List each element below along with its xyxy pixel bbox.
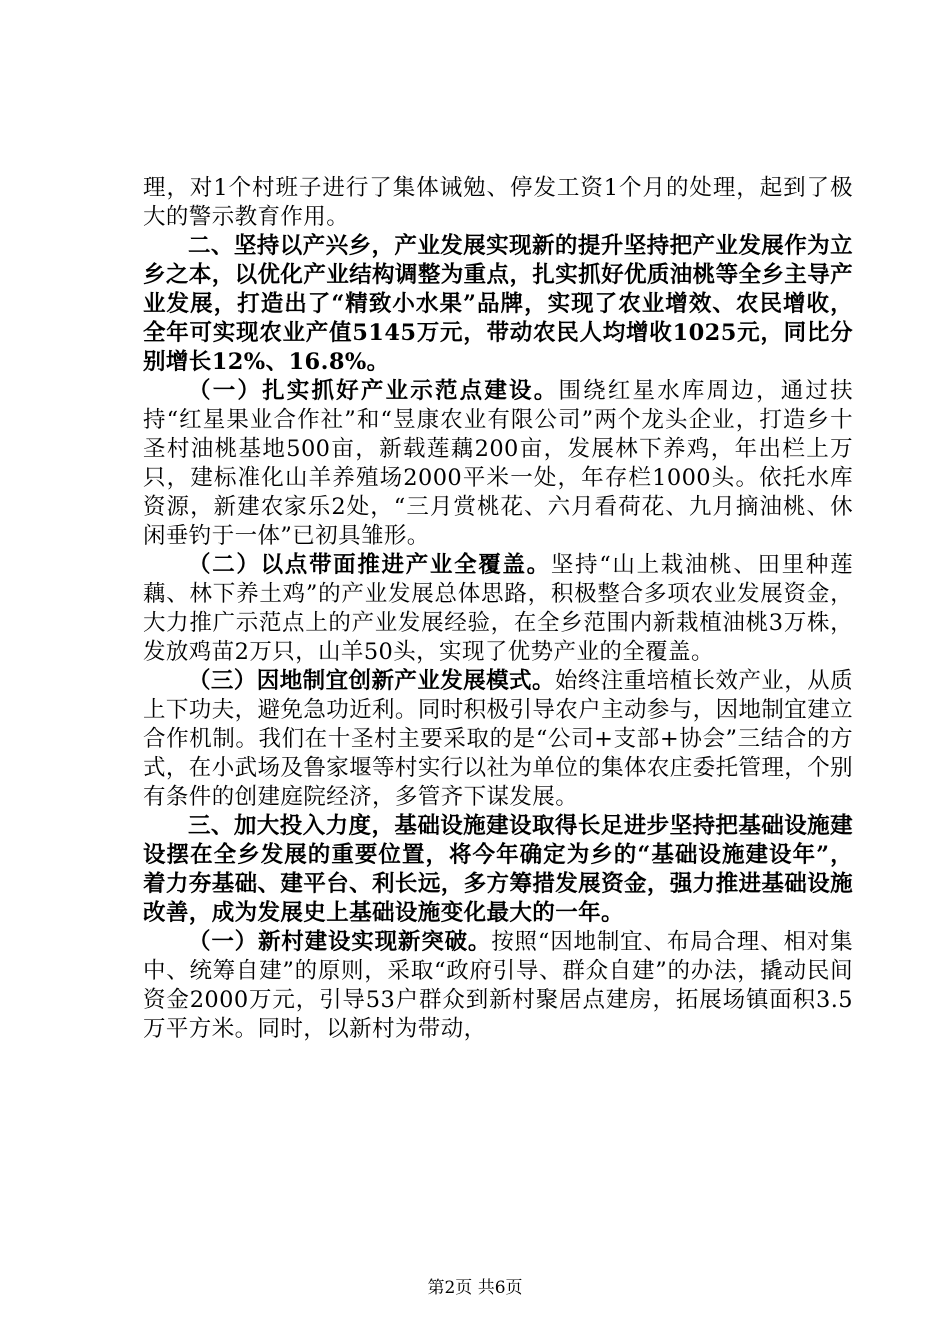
document-page	[143, 174, 853, 1044]
paragraph-5	[143, 667, 853, 812]
subsection-heading-1: （一）扎实抓好产业示范点建设。	[188, 378, 559, 404]
paragraph-3	[143, 377, 853, 551]
subsection-heading-3: （三）因地制宜创新产业发展模式。	[188, 668, 555, 694]
paragraph-4-body: 坚持“山上栽油桃、田里种莲藕、林下养土鸡”的产业发展总体思路，积极整合多项农业发展资金，大力推广示范点上的产业发展经验，在全乡范围内新栽植油桃3万株，发放鸡苗2万只，山羊50头，实现了优势产业的全覆盖。	[143, 552, 853, 665]
paragraph-3-body: 围绕红星水库周边，通过扶持“红星果业合作社”和“昱康农业有限公司”两个龙头企业，打造乡十圣村油桃基地500亩，新载莲藕200亩，发展林下养鸡，年出栏上万只，建标准化山羊养殖场2000平米一处，年存栏1000头。依托水库资源，新建农家乐2处，“三月赏桃花、六月看荷花、九月摘油桃、休闲垂钓于一体”已初具雏形。	[143, 378, 853, 549]
subsection-heading-4: （一）新村建设实现新突破。	[188, 929, 492, 955]
paragraph-1: 理，对1个村班子进行了集体诫勉、停发工资1个月的处理，起到了极大的警示教育作用。	[143, 175, 853, 230]
section-heading-3: 三、加大投入力度，基础设施建设取得长足进步坚持把基础设施建设摆在全乡发展的重要位置，将今年确定为乡的“基础设施建设年”，着力夯基础、建平台、利长远，多方筹措发展资金，强力推进基础设施改善，成为发展史上基础设施变化最大的一年。	[143, 813, 853, 926]
paragraph-7	[143, 928, 853, 1044]
section-heading-2: 二、坚持以产兴乡，产业发展实现新的提升坚持把产业发展作为立乡之本，以优化产业结构调整为重点，扎实抓好优质油桃等全乡主导产业发展，打造出了“精致小水果”品牌，实现了农业增效、农民增收，全年可实现农业产值5145万元，带动农民人均增收1025元，同比分别增长12%、16.8%。	[143, 233, 853, 375]
page-footer: 第2页 共6页	[427, 1278, 523, 1298]
paragraph-5-body: 始终注重培植长效产业，从质上下功夫，避免急功近利。同时积极引导农户主动参与，因地制宜建立合作机制。我们在十圣村主要采取的是“公司+支部+协会”三结合的方式，在小武场及鲁家堰等村实行以社为单位的集体农庄委托管理，个别有条件的创建庭院经济，多管齐下谋发展。	[143, 668, 854, 810]
subsection-heading-2: （二）以点带面推进产业全覆盖。	[188, 552, 551, 578]
paragraph-4	[143, 551, 853, 667]
paragraph-7-body: 按照“因地制宜、布局合理、相对集中、统筹自建”的原则，采取“政府引导、群众自建”的办法，撬动民间资金2000万元，引导53户群众到新村聚居点建房，拓展场镇面积3.5万平方米。同时，以新村为带动，	[143, 929, 854, 1042]
